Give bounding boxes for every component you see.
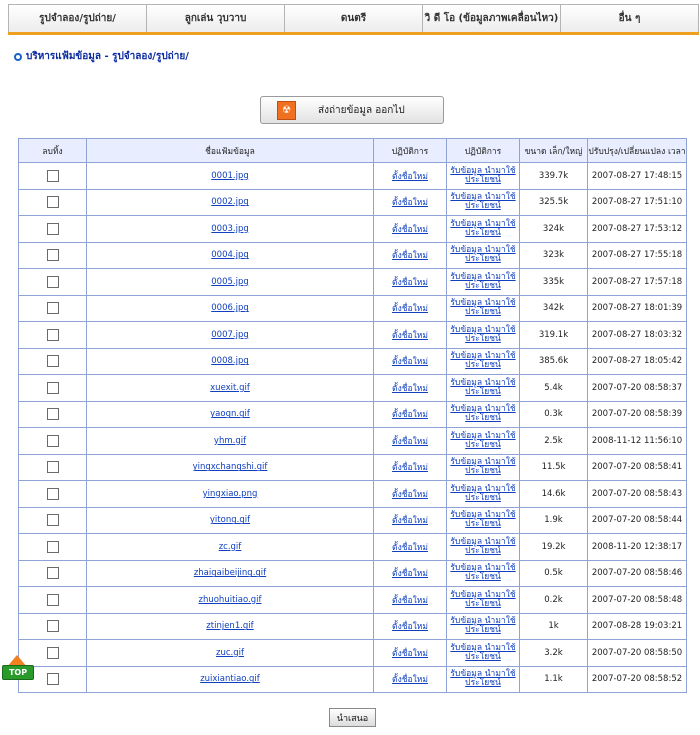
download-label-line1: รับข้อมูล นำมาใช้ — [450, 589, 516, 600]
download-link[interactable] — [450, 538, 515, 556]
download-label-line1: รับข้อมูล นำมาใช้ — [450, 218, 516, 229]
delete-cell — [19, 587, 87, 614]
size-cell: 3.2k — [520, 640, 588, 667]
filename-link[interactable]: zuixiantiao.gif — [200, 674, 260, 685]
size-cell: 1.1k — [520, 666, 588, 693]
modified-cell: 2007-07-20 08:58:52 — [588, 666, 687, 693]
delete-cell — [19, 534, 87, 561]
size-cell: 14.6k — [520, 481, 588, 508]
download-cell — [447, 322, 520, 349]
filename-link[interactable]: 0007.jpg — [211, 329, 249, 340]
size-cell: 2.5k — [520, 428, 588, 455]
tab-label: ดนตรี — [340, 13, 367, 24]
filename-cell — [87, 666, 374, 693]
back-to-top-button[interactable] — [1, 655, 33, 679]
delete-checkbox[interactable] — [47, 196, 59, 208]
modified-cell: 2008-11-20 12:38:17 — [588, 534, 687, 561]
rename-cell — [374, 587, 447, 614]
modified-cell: 2008-11-12 11:56:10 — [588, 428, 687, 455]
rename-cell — [374, 375, 447, 402]
upload-icon: ☢ — [277, 101, 296, 120]
col-header-action2: ปฏิบัติการ — [447, 139, 520, 163]
size-cell: 19.2k — [520, 534, 588, 561]
delete-cell — [19, 613, 87, 640]
tab-other[interactable] — [560, 4, 699, 32]
download-label-line1: รับข้อมูล นำมาใช้ — [450, 404, 516, 415]
download-label-line2: ประโยชน์ — [465, 333, 501, 344]
table-row — [19, 454, 687, 481]
download-cell — [447, 269, 520, 296]
download-label-line2: ประโยชน์ — [465, 227, 501, 238]
delete-checkbox[interactable] — [47, 647, 59, 659]
filename-link[interactable]: 0006.jpg — [211, 303, 249, 314]
filename-cell — [87, 560, 374, 587]
download-label-line1: รับข้อมูล นำมาใช้ — [450, 430, 516, 441]
rename-link[interactable]: ตั้งชื่อใหม่ — [392, 277, 428, 288]
download-link[interactable] — [450, 458, 515, 476]
table-row — [19, 587, 687, 614]
filename-cell — [87, 295, 374, 322]
size-cell: 0.5k — [520, 560, 588, 587]
rename-link[interactable]: ตั้งชื่อใหม่ — [392, 198, 428, 209]
rename-link[interactable]: ตั้งชื่อใหม่ — [392, 436, 428, 447]
delete-cell — [19, 348, 87, 375]
table-row — [19, 375, 687, 402]
download-cell — [447, 375, 520, 402]
download-label-line2: ประโยชน์ — [465, 439, 501, 450]
size-cell: 319.1k — [520, 322, 588, 349]
download-link[interactable] — [450, 432, 515, 450]
breadcrumb — [14, 49, 189, 64]
size-cell: 324k — [520, 216, 588, 243]
filename-link[interactable]: yingxiao.png — [202, 488, 258, 499]
download-cell — [447, 401, 520, 428]
modified-cell: 2007-08-27 17:55:18 — [588, 242, 687, 269]
rename-link[interactable]: ตั้งชื่อใหม่ — [392, 304, 428, 315]
download-label-line1: รับข้อมูล นำมาใช้ — [450, 377, 516, 388]
download-link[interactable] — [450, 220, 515, 238]
size-cell: 335k — [520, 269, 588, 296]
filename-link[interactable]: zhaigaibeijing.gif — [193, 568, 267, 579]
top-nav — [8, 4, 699, 35]
download-label-line1: รับข้อมูล นำมาใช้ — [450, 536, 516, 547]
download-link[interactable] — [450, 591, 515, 609]
download-link[interactable] — [450, 352, 515, 370]
filename-link[interactable]: zhuohuitiao.gif — [198, 594, 262, 605]
table-row — [19, 216, 687, 243]
download-label-line2: ประโยชน์ — [465, 254, 501, 265]
filename-cell — [87, 587, 374, 614]
delete-checkbox[interactable] — [47, 302, 59, 314]
tab-photos[interactable] — [8, 4, 147, 32]
download-label-line2: ประโยชน์ — [465, 174, 501, 185]
rename-link[interactable]: ตั้งชื่อใหม่ — [392, 383, 428, 394]
download-label-line2: ประโยชน์ — [465, 598, 501, 609]
modified-cell: 2007-08-27 18:03:32 — [588, 322, 687, 349]
table-row — [19, 481, 687, 508]
tab-label: วิ ดี โอ (ข้อมูลภาพเคลื่อนไหว) — [424, 13, 559, 24]
rename-link[interactable]: ตั้งชื่อใหม่ — [392, 648, 428, 659]
download-cell — [447, 216, 520, 243]
rename-link[interactable]: ตั้งชื่อใหม่ — [392, 675, 428, 686]
filename-cell — [87, 322, 374, 349]
download-link[interactable] — [450, 246, 515, 264]
download-label-line2: ประโยชน์ — [465, 201, 501, 212]
filename-link[interactable]: yingxchangshi.gif — [192, 462, 268, 473]
download-label-line1: รับข้อมูล นำมาใช้ — [450, 351, 516, 362]
delete-checkbox[interactable] — [47, 567, 59, 579]
modified-cell: 2007-08-28 19:03:21 — [588, 613, 687, 640]
modified-cell: 2007-07-20 08:58:41 — [588, 454, 687, 481]
download-label-line2: ประโยชน์ — [465, 492, 501, 503]
download-label-line1: รับข้อมูล นำมาใช้ — [450, 563, 516, 574]
download-label-line1: รับข้อมูล นำมาใช้ — [450, 165, 516, 176]
delete-checkbox[interactable] — [47, 594, 59, 606]
download-link[interactable] — [450, 299, 515, 317]
submit-button[interactable]: นำเสนอ — [329, 708, 376, 727]
modified-cell: 2007-08-27 17:51:10 — [588, 189, 687, 216]
size-cell: 385.6k — [520, 348, 588, 375]
filename-link[interactable]: 0008.jpg — [211, 356, 249, 367]
filename-cell — [87, 428, 374, 455]
table-row — [19, 189, 687, 216]
tab-label: รูปจำลอง/รูปถ่าย/ — [39, 13, 116, 24]
download-link[interactable] — [450, 193, 515, 211]
filename-cell — [87, 507, 374, 534]
filename-cell — [87, 613, 374, 640]
table-header-row — [19, 139, 687, 163]
rename-cell — [374, 560, 447, 587]
modified-cell: 2007-07-20 08:58:44 — [588, 507, 687, 534]
delete-checkbox[interactable] — [47, 408, 59, 420]
filename-cell — [87, 348, 374, 375]
rename-cell — [374, 163, 447, 190]
filename-cell — [87, 216, 374, 243]
size-cell: 342k — [520, 295, 588, 322]
rename-link[interactable]: ตั้งชื่อใหม่ — [392, 357, 428, 368]
filename-link[interactable]: ztinjen1.gif — [206, 621, 254, 632]
delete-checkbox[interactable] — [47, 223, 59, 235]
delete-checkbox[interactable] — [47, 249, 59, 261]
filename-link[interactable]: zuc.gif — [216, 647, 244, 658]
download-label-line1: รับข้อมูล นำมาใช้ — [450, 510, 516, 521]
breadcrumb-text[interactable]: บริหารแฟ้มข้อมูล - รูปจำลอง/รูปถ่าย/ — [26, 51, 189, 62]
filename-link[interactable]: yhm.gif — [213, 435, 247, 446]
download-link[interactable] — [450, 273, 515, 291]
delete-checkbox[interactable] — [47, 514, 59, 526]
rename-cell — [374, 613, 447, 640]
download-label-line2: ประโยชน์ — [465, 466, 501, 477]
filename-cell — [87, 375, 374, 402]
table-row — [19, 534, 687, 561]
table-row — [19, 560, 687, 587]
table-row — [19, 322, 687, 349]
col-header-size: ขนาด เล็ก/ใหญ่ — [520, 139, 588, 163]
size-cell: 1k — [520, 613, 588, 640]
download-label-line2: ประโยชน์ — [465, 651, 501, 662]
download-label-line2: ประโยชน์ — [465, 572, 501, 583]
delete-checkbox[interactable] — [47, 461, 59, 473]
download-label-line2: ประโยชน์ — [465, 519, 501, 530]
rename-link[interactable]: ตั้งชื่อใหม่ — [392, 463, 428, 474]
filename-link[interactable]: yitong.gif — [209, 515, 251, 526]
download-label-line1: รับข้อมูล นำมาใช้ — [450, 271, 516, 282]
filename-cell — [87, 534, 374, 561]
download-cell — [447, 242, 520, 269]
delete-cell — [19, 216, 87, 243]
radio-bullet-icon — [14, 53, 22, 61]
download-label-line2: ประโยชน์ — [465, 360, 501, 371]
rename-cell — [374, 481, 447, 508]
rename-cell — [374, 640, 447, 667]
size-cell: 11.5k — [520, 454, 588, 481]
table-row — [19, 666, 687, 693]
download-label-line1: รับข้อมูล นำมาใช้ — [450, 192, 516, 203]
download-link[interactable] — [450, 670, 515, 688]
delete-cell — [19, 269, 87, 296]
filename-link[interactable]: 0004.jpg — [211, 250, 249, 261]
delete-checkbox[interactable] — [47, 276, 59, 288]
delete-checkbox[interactable] — [47, 673, 59, 685]
rename-cell — [374, 428, 447, 455]
filename-cell — [87, 269, 374, 296]
download-label-line1: รับข้อมูล นำมาใช้ — [450, 616, 516, 627]
modified-cell: 2007-08-27 17:48:15 — [588, 163, 687, 190]
download-label-line2: ประโยชน์ — [465, 678, 501, 689]
download-link[interactable] — [450, 485, 515, 503]
download-link[interactable] — [450, 405, 515, 423]
download-link[interactable] — [450, 617, 515, 635]
delete-checkbox[interactable] — [47, 488, 59, 500]
delete-cell — [19, 189, 87, 216]
rename-link[interactable]: ตั้งชื่อใหม่ — [392, 542, 428, 553]
delete-checkbox[interactable] — [47, 435, 59, 447]
col-header-action: ปฏิบัติการ — [374, 139, 447, 163]
download-cell — [447, 189, 520, 216]
delete-checkbox[interactable] — [47, 620, 59, 632]
filename-cell — [87, 189, 374, 216]
modified-cell: 2007-07-20 08:58:46 — [588, 560, 687, 587]
table-row — [19, 401, 687, 428]
download-cell — [447, 428, 520, 455]
size-cell: 339.7k — [520, 163, 588, 190]
filename-link[interactable]: 0005.jpg — [211, 276, 249, 287]
size-cell: 5.4k — [520, 375, 588, 402]
table-row — [19, 163, 687, 190]
table-body — [19, 163, 687, 693]
delete-cell — [19, 560, 87, 587]
modified-cell: 2007-07-20 08:58:48 — [588, 587, 687, 614]
rename-cell — [374, 322, 447, 349]
download-label-line2: ประโยชน์ — [465, 625, 501, 636]
filename-cell — [87, 481, 374, 508]
modified-cell: 2007-08-27 18:01:39 — [588, 295, 687, 322]
filename-link[interactable]: zc.gif — [218, 541, 242, 552]
download-cell — [447, 481, 520, 508]
rename-link[interactable]: ตั้งชื่อใหม่ — [392, 622, 428, 633]
download-link[interactable] — [450, 511, 515, 529]
delete-cell — [19, 401, 87, 428]
filename-cell — [87, 163, 374, 190]
size-cell: 0.3k — [520, 401, 588, 428]
download-link[interactable] — [450, 564, 515, 582]
table-row — [19, 428, 687, 455]
size-cell: 323k — [520, 242, 588, 269]
rename-cell — [374, 666, 447, 693]
col-header-modified: ปรับปรุง/เปลี่ยนแปลง เวลา — [588, 139, 687, 163]
size-cell: 325.5k — [520, 189, 588, 216]
delete-cell — [19, 322, 87, 349]
download-cell — [447, 640, 520, 667]
modified-cell: 2007-07-20 08:58:50 — [588, 640, 687, 667]
rename-link[interactable]: ตั้งชื่อใหม่ — [392, 595, 428, 606]
download-cell — [447, 613, 520, 640]
download-link[interactable] — [450, 326, 515, 344]
download-label-line1: รับข้อมูล นำมาใช้ — [450, 669, 516, 680]
tab-video[interactable] — [422, 4, 561, 32]
top-label: TOP — [2, 665, 34, 680]
filename-link[interactable]: yaogn.gif — [210, 409, 250, 420]
rename-cell — [374, 216, 447, 243]
download-label-line1: รับข้อมูล นำมาใช้ — [450, 483, 516, 494]
download-label-line1: รับข้อมูล นำมาใช้ — [450, 642, 516, 653]
download-link[interactable] — [450, 167, 515, 185]
modified-cell: 2007-08-27 18:05:42 — [588, 348, 687, 375]
download-cell — [447, 295, 520, 322]
table-row — [19, 348, 687, 375]
tab-label: อื่น ๆ — [618, 13, 641, 24]
download-cell — [447, 560, 520, 587]
rename-cell — [374, 454, 447, 481]
download-label-line2: ประโยชน์ — [465, 545, 501, 556]
file-table — [18, 138, 687, 693]
download-cell — [447, 666, 520, 693]
filename-link[interactable]: 0002.jpg — [211, 197, 249, 208]
delete-checkbox[interactable] — [47, 170, 59, 182]
table-row — [19, 507, 687, 534]
table-row — [19, 295, 687, 322]
tab-effects[interactable] — [146, 4, 285, 32]
filename-link[interactable]: 0003.jpg — [211, 223, 249, 234]
download-label-line1: รับข้อมูล นำมาใช้ — [450, 457, 516, 468]
delete-checkbox[interactable] — [47, 329, 59, 341]
filename-link[interactable]: xuexit.gif — [210, 382, 250, 393]
modified-cell: 2007-07-20 08:58:37 — [588, 375, 687, 402]
rename-cell — [374, 534, 447, 561]
filename-cell — [87, 640, 374, 667]
rename-link[interactable]: ตั้งชื่อใหม่ — [392, 224, 428, 235]
rename-cell — [374, 189, 447, 216]
download-cell — [447, 534, 520, 561]
download-label-line1: รับข้อมูล นำมาใช้ — [450, 298, 516, 309]
table-row — [19, 269, 687, 296]
download-label-line2: ประโยชน์ — [465, 413, 501, 424]
rename-cell — [374, 348, 447, 375]
download-cell — [447, 348, 520, 375]
col-header-delete: ลบทิ้ง — [19, 139, 87, 163]
rename-link[interactable]: ตั้งชื่อใหม่ — [392, 569, 428, 580]
delete-cell — [19, 375, 87, 402]
rename-link[interactable]: ตั้งชื่อใหม่ — [392, 410, 428, 421]
rename-cell — [374, 401, 447, 428]
delete-cell — [19, 163, 87, 190]
delete-checkbox[interactable] — [47, 355, 59, 367]
modified-cell: 2007-08-27 17:57:18 — [588, 269, 687, 296]
delete-cell — [19, 454, 87, 481]
delete-cell — [19, 507, 87, 534]
rename-cell — [374, 295, 447, 322]
download-label-line2: ประโยชน์ — [465, 280, 501, 291]
delete-checkbox[interactable] — [47, 382, 59, 394]
tab-music[interactable] — [284, 4, 423, 32]
rename-cell — [374, 507, 447, 534]
download-label-line2: ประโยชน์ — [465, 386, 501, 397]
delete-cell — [19, 242, 87, 269]
rename-link[interactable]: ตั้งชื่อใหม่ — [392, 516, 428, 527]
download-label-line1: รับข้อมูล นำมาใช้ — [450, 324, 516, 335]
rename-link[interactable]: ตั้งชื่อใหม่ — [392, 171, 428, 182]
upload-button[interactable] — [260, 96, 444, 124]
upload-button-label: ส่งถ่ายข้อมูล ออกไป — [318, 104, 405, 116]
delete-cell — [19, 428, 87, 455]
rename-link[interactable]: ตั้งชื่อใหม่ — [392, 251, 428, 262]
tab-label: ลูกเล่น วุบวาบ — [184, 13, 247, 24]
rename-link[interactable]: ตั้งชื่อใหม่ — [392, 330, 428, 341]
download-link[interactable] — [450, 379, 515, 397]
filename-cell — [87, 401, 374, 428]
col-header-filename: ชื่อแฟ้มข้อมูล — [87, 139, 374, 163]
table-row — [19, 640, 687, 667]
download-cell — [447, 454, 520, 481]
filename-link[interactable]: 0001.jpg — [211, 170, 249, 181]
download-link[interactable] — [450, 644, 515, 662]
table-row — [19, 613, 687, 640]
size-cell: 1.9k — [520, 507, 588, 534]
filename-cell — [87, 242, 374, 269]
rename-cell — [374, 242, 447, 269]
rename-link[interactable]: ตั้งชื่อใหม่ — [392, 489, 428, 500]
table-row — [19, 242, 687, 269]
delete-checkbox[interactable] — [47, 541, 59, 553]
download-cell — [447, 163, 520, 190]
download-cell — [447, 587, 520, 614]
download-label-line2: ประโยชน์ — [465, 307, 501, 318]
delete-cell — [19, 481, 87, 508]
size-cell: 0.2k — [520, 587, 588, 614]
modified-cell: 2007-07-20 08:58:43 — [588, 481, 687, 508]
rename-cell — [374, 269, 447, 296]
modified-cell: 2007-08-27 17:53:12 — [588, 216, 687, 243]
filename-cell — [87, 454, 374, 481]
download-label-line1: รับข้อมูล นำมาใช้ — [450, 245, 516, 256]
download-cell — [447, 507, 520, 534]
delete-cell — [19, 295, 87, 322]
modified-cell: 2007-07-20 08:58:39 — [588, 401, 687, 428]
